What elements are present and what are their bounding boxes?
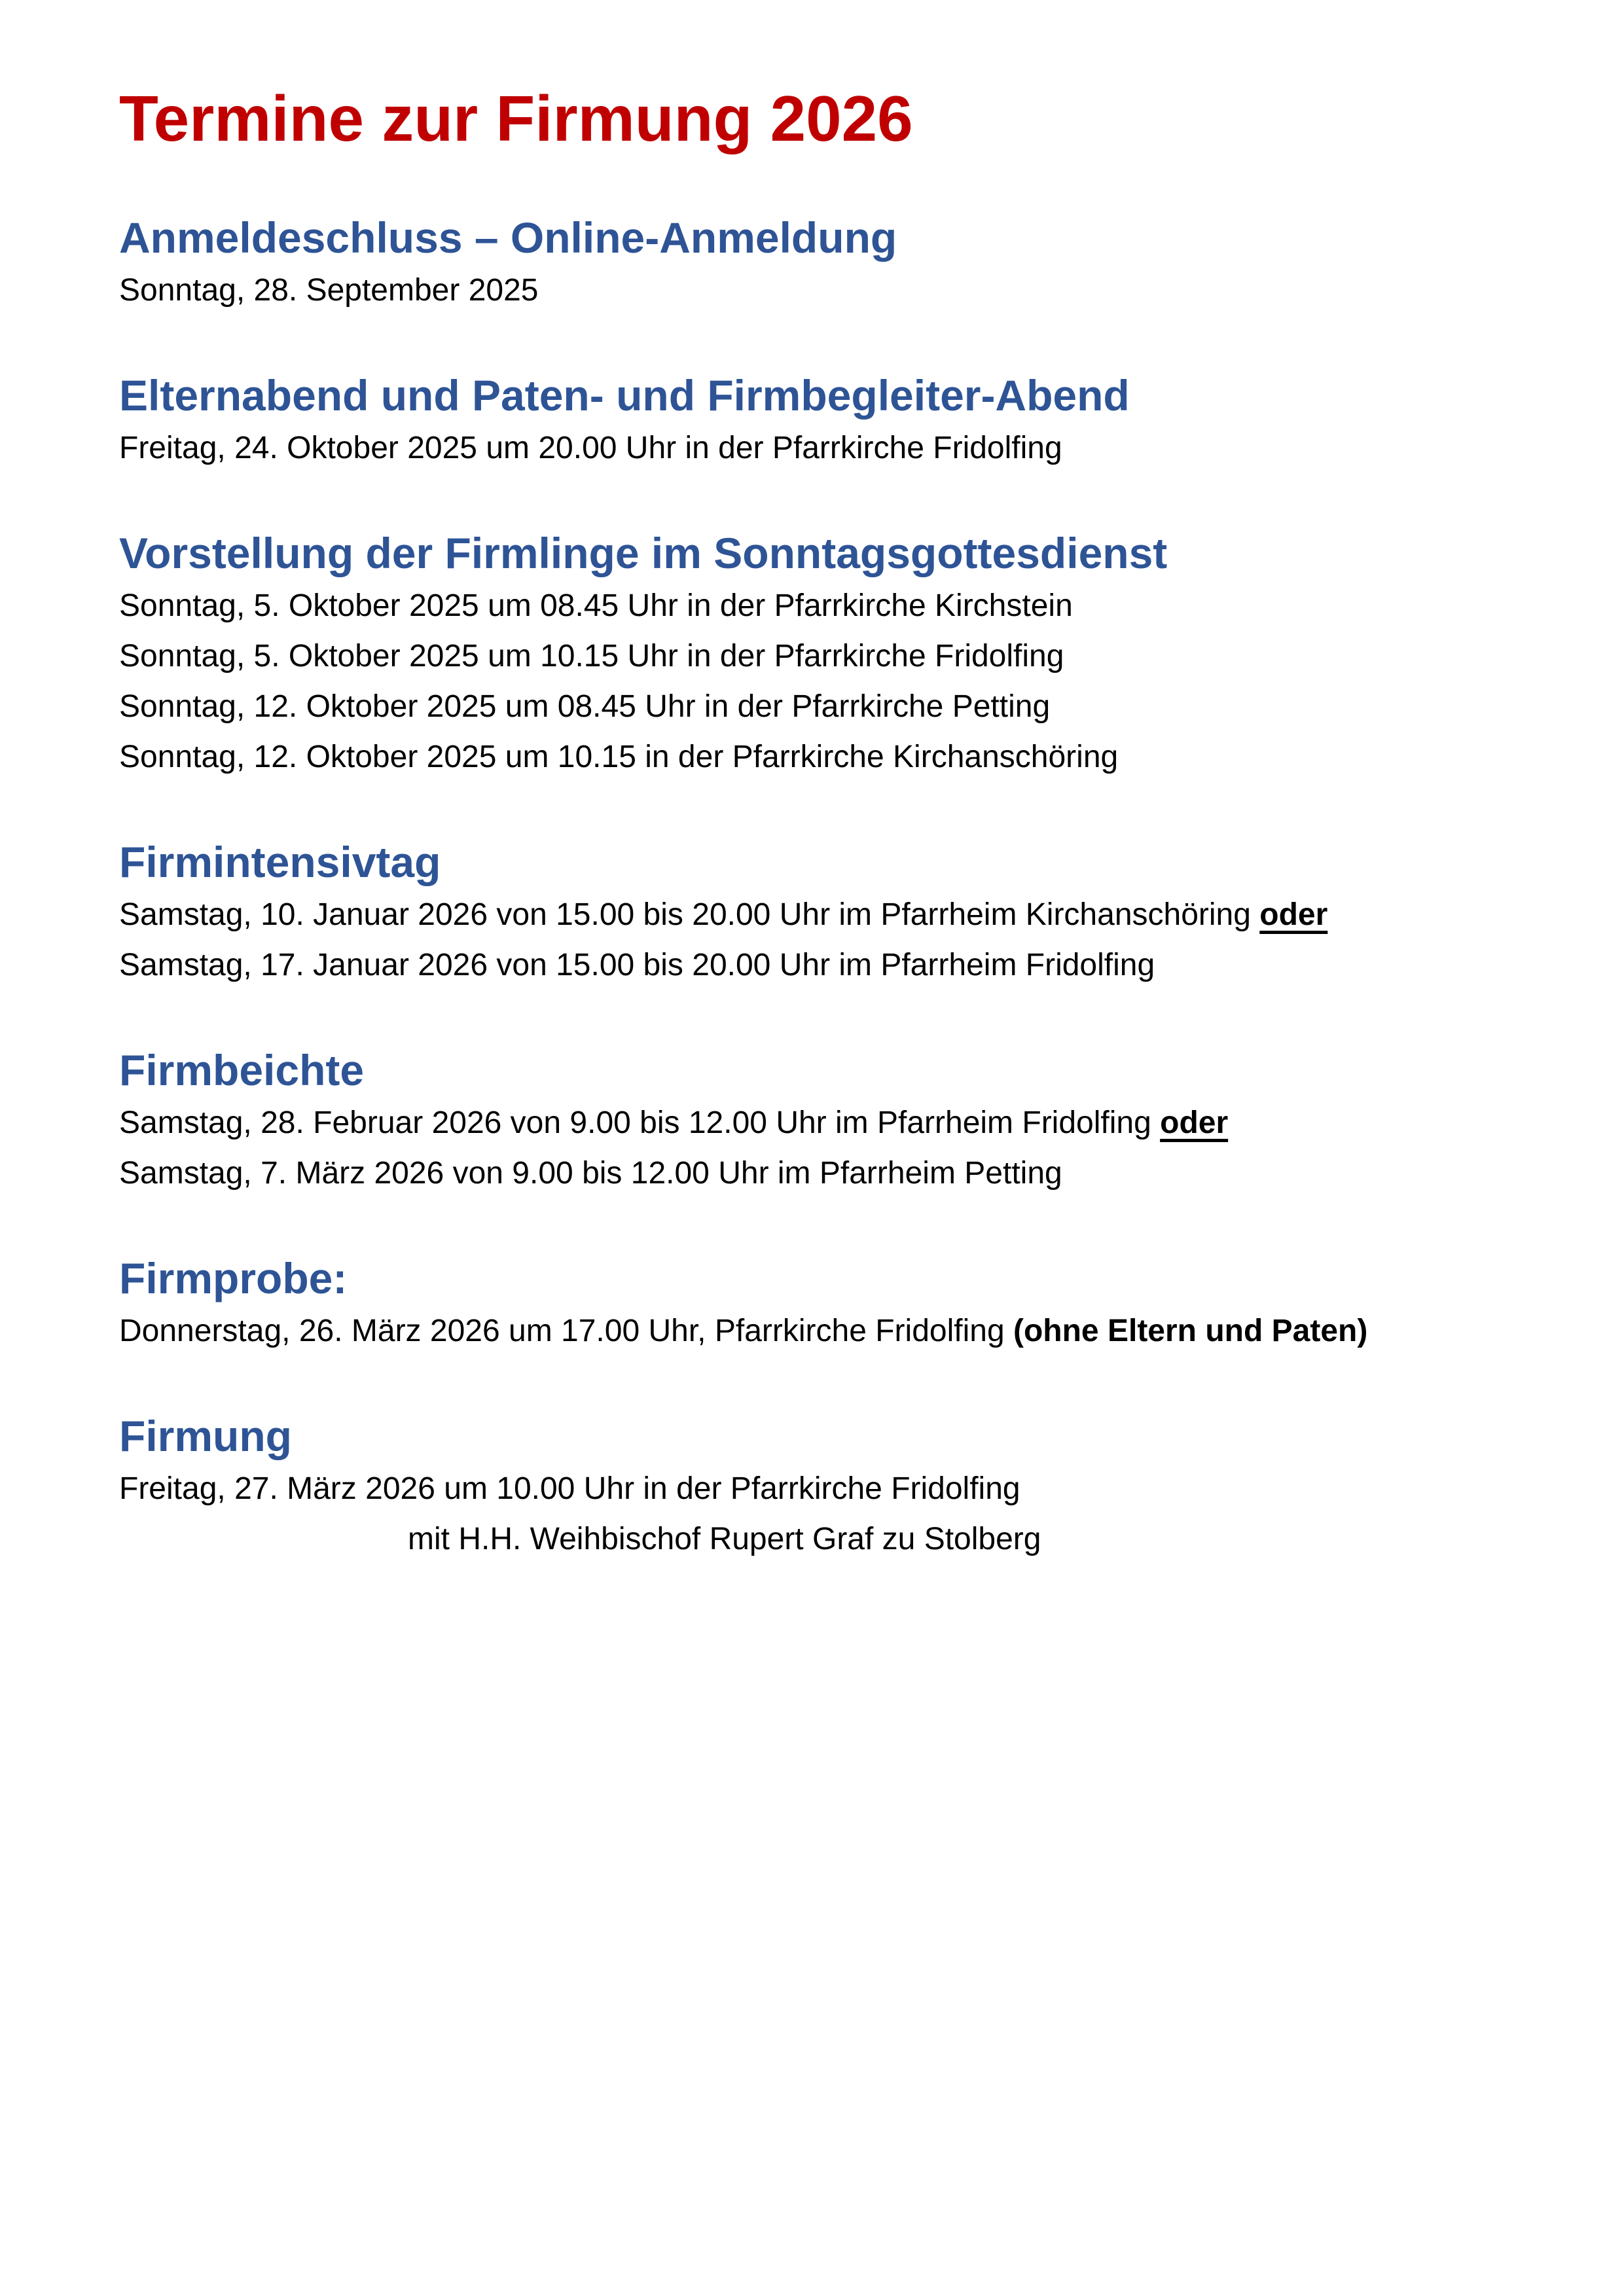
line-text: mit H.H. Weihbischof Rupert Graf zu Stolberg [408, 1522, 1041, 1556]
emphasized-text: oder [1259, 897, 1328, 932]
document-content [119, 0, 1545, 1564]
section-2 [119, 368, 1545, 473]
line-text: Sonntag, 28. September 2025 [119, 273, 539, 308]
section-heading: Elternabend und Paten- und Firmbegleiter-Abend [119, 371, 1130, 420]
schedule-line [119, 889, 1545, 940]
line-text: Sonntag, 5. Oktober 2025 um 10.15 Uhr in der Pfarrkirche Fridolfing [119, 639, 1064, 673]
schedule-line [119, 631, 1545, 681]
section-heading: Vorstellung der Firmlinge im Sonntagsgottesdienst [119, 529, 1168, 577]
line-text: Sonntag, 12. Oktober 2025 um 10.15 in der Pfarrkirche Kirchanschöring [119, 740, 1119, 774]
line-text: Freitag, 24. Oktober 2025 um 20.00 Uhr in der Pfarrkirche Fridolfing [119, 431, 1062, 465]
section-heading: Firmintensivtag [119, 838, 441, 886]
schedule-line [119, 1306, 1545, 1356]
line-text: Samstag, 10. Januar 2026 von 15.00 bis 20.00 Uhr im Pfarrheim Kirchanschöring [119, 897, 1260, 932]
schedule-line [119, 732, 1545, 782]
section-1 [119, 210, 1545, 315]
schedule-line [119, 940, 1545, 990]
section-4 [119, 834, 1545, 990]
schedule-line [119, 1463, 1545, 1514]
schedule-line [119, 681, 1545, 732]
line-text: Samstag, 7. März 2026 von 9.00 bis 12.00 Uhr im Pfarrheim Petting [119, 1156, 1062, 1191]
line-text: Sonntag, 12. Oktober 2025 um 08.45 Uhr in der Pfarrkirche Petting [119, 689, 1051, 724]
schedule-line [119, 265, 1545, 315]
section-3 [119, 526, 1545, 782]
line-text: Freitag, 27. März 2026 um 10.00 Uhr in der Pfarrkirche Fridolfing [119, 1471, 1020, 1506]
section-5 [119, 1043, 1545, 1198]
schedule-line [119, 1148, 1545, 1198]
emphasized-text: oder [1160, 1105, 1229, 1140]
section-heading: Firmung [119, 1412, 292, 1460]
emphasized-text: (ohne Eltern und Paten) [1013, 1314, 1368, 1348]
page-title: Termine zur Firmung 2026 [119, 82, 913, 154]
section-heading: Anmeldeschluss – Online-Anmeldung [119, 213, 897, 262]
sections-container [119, 210, 1545, 1564]
line-text: Samstag, 28. Februar 2026 von 9.00 bis 12.00 Uhr im Pfarrheim Fridolfing [119, 1105, 1161, 1140]
section-6 [119, 1251, 1545, 1356]
line-text: Sonntag, 5. Oktober 2025 um 08.45 Uhr in der Pfarrkirche Kirchstein [119, 588, 1073, 623]
schedule-line [119, 1514, 1545, 1564]
section-heading: Firmbeichte [119, 1046, 365, 1094]
schedule-line [119, 581, 1545, 631]
section-7 [119, 1408, 1545, 1564]
schedule-line [119, 1098, 1545, 1148]
line-text: Donnerstag, 26. März 2026 um 17.00 Uhr, Pfarrkirche Fridolfing [119, 1314, 1013, 1348]
section-heading: Firmprobe: [119, 1254, 348, 1302]
schedule-line [119, 423, 1545, 473]
line-text: Samstag, 17. Januar 2026 von 15.00 bis 20.00 Uhr im Pfarrheim Fridolfing [119, 948, 1155, 982]
